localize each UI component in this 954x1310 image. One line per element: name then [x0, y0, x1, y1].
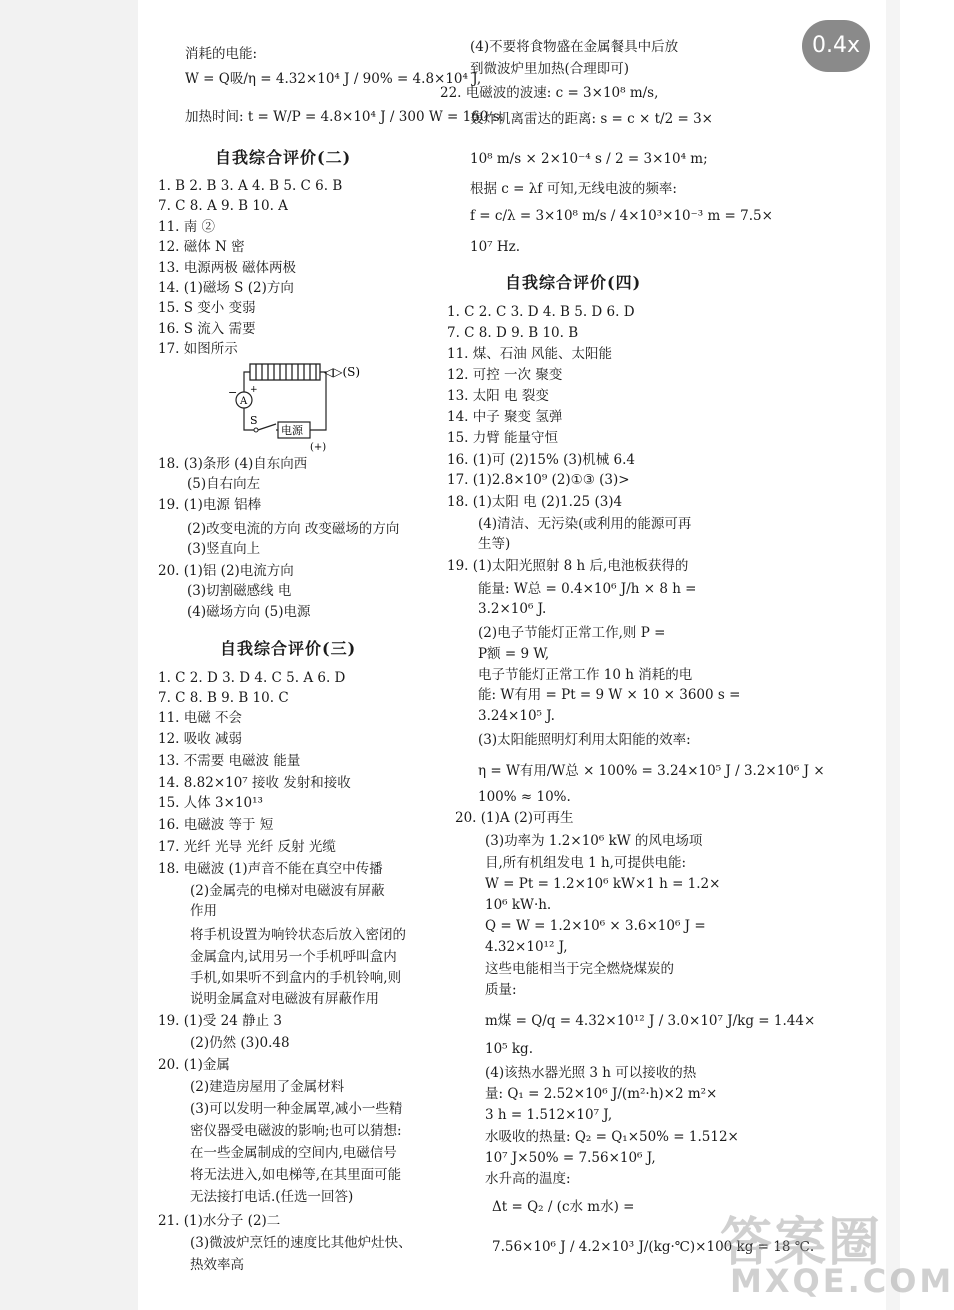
answer-line: (5)自右向左 [187, 476, 261, 492]
answer-line: (3)太阳能照明灯利用太阳能的效率: [478, 732, 691, 748]
answer-line: 7. C 8. A 9. B 10. A [158, 198, 288, 214]
answer-line: f = c/λ = 3×10⁸ m/s / 4×10³×10⁻³ m = 7.5× [470, 208, 773, 224]
compass-needle: ◁▷(S) [324, 365, 361, 379]
answer-line: 19. (1)受 24 静止 3 [158, 1013, 283, 1029]
answer-line: 消耗的电能: [185, 46, 258, 62]
answer-line: 热效率高 [190, 1257, 244, 1273]
answer-line: 能: W有用 = Pt = 9 W × 10 × 3600 s = [478, 687, 741, 703]
answer-line: 12. 可控 一次 聚变 [447, 367, 563, 383]
section-heading: 自我综合评价(四) [505, 273, 642, 292]
answer-line: 16. (1)可 (2)15% (3)机械 6.4 [447, 452, 635, 468]
left-margin [0, 0, 138, 1310]
answer-line: 质量: [485, 982, 517, 998]
answer-line: Q = W = 1.2×10⁶ × 3.6×10⁶ J = [485, 918, 706, 934]
answer-line: 100% ≈ 10%. [478, 789, 571, 805]
answer-line: (2)电子节能灯正常工作,则 P = [478, 625, 666, 641]
answer-line: 21. (1)水分子 (2)二 [158, 1213, 281, 1229]
answer-line: η = W有用/W总 × 100% = 3.24×10⁵ J / 3.2×10⁶ J × [478, 763, 825, 779]
answer-line: 生等) [478, 536, 511, 552]
circuit-diagram [220, 358, 380, 454]
answer-line: (2)仍然 (3)0.48 [190, 1035, 290, 1051]
answer-line: 10⁸ m/s × 2×10⁻⁴ s / 2 = 3×10⁴ m; [470, 151, 708, 167]
answer-line: (3)微波炉烹饪的速度比其他炉灶快、 [190, 1235, 412, 1251]
answer-line: 14. (1)磁场 S (2)方向 [158, 280, 294, 296]
power-source-label: 电源 [281, 424, 303, 437]
answer-line: (4)不要将食物盛在金属餐具中后放 [470, 39, 679, 55]
answer-line: 4.32×10¹² J, [485, 939, 568, 955]
answer-line: 金属盒内,试用另一个手机呼叫盒内 [190, 949, 397, 965]
answer-line: 10⁶ kW·h. [485, 897, 552, 913]
answer-line: 20. (1)A (2)可再生 [455, 810, 574, 826]
answer-line: (4)清洁、无污染(或利用的能源可再 [478, 516, 692, 532]
answer-line: 13. 电源两极 磁体两极 [158, 260, 297, 276]
answer-line: 在一些金属制成的空间内,电磁信号 [190, 1145, 397, 1161]
answer-line: 这些电能相当于完全燃烧煤炭的 [485, 961, 674, 977]
answer-line: 3 h = 1.512×10⁷ J, [485, 1107, 613, 1123]
answer-line: (2)建造房屋用了金属材料 [190, 1079, 345, 1095]
answer-line: 目,所有机组发电 1 h,可提供电能: [485, 855, 686, 871]
minus-sign: − [228, 386, 238, 399]
answer-line: 7. C 8. B 9. B 10. C [158, 690, 289, 706]
answer-line: 1. C 2. C 3. D 4. B 5. D 6. D [447, 304, 635, 320]
answer-line: (4)磁场方向 (5)电源 [187, 604, 311, 620]
answer-line: 18. (1)太阳 电 (2)1.25 (3)4 [447, 494, 623, 510]
answer-line: 密仪器受电磁波的影响;也可以猜想: [190, 1123, 402, 1139]
answer-line: W = Q吸/η = 4.32×10⁴ J / 90% = 4.8×10⁴ J, [185, 71, 482, 87]
answer-line: 22. 电磁波的波速: c = 3×10⁸ m/s, [440, 85, 659, 101]
answer-line: 电子节能灯正常工作 10 h 消耗的电 [478, 667, 693, 683]
answer-line: 16. 电磁波 等于 短 [158, 817, 274, 833]
answer-line: 20. (1)金属 [158, 1057, 230, 1073]
answer-line: 18. 电磁波 (1)声音不能在真空中传播 [158, 861, 383, 877]
answer-line: 3.24×10⁵ J. [478, 708, 555, 724]
answer-line: (3)竖直向上 [187, 541, 261, 557]
answer-line: 13. 不需要 电磁波 能量 [158, 753, 301, 769]
section-heading: 自我综合评价(二) [215, 148, 352, 167]
watermark-logo: 答案圈 [720, 1213, 883, 1273]
switch-label: S [250, 414, 258, 427]
answer-line: 无法接打电话.(任选一回答) [190, 1189, 354, 1205]
answer-line: 3.2×10⁶ J. [478, 601, 547, 617]
answer-line: 根据 c = λf 可知,无线电波的频率: [470, 181, 677, 197]
answer-line: 将手机设置为响铃状态后放入密闭的 [190, 927, 406, 943]
answer-line: Δt = Q₂ / (c水 m水) = [492, 1199, 635, 1215]
right-margin [886, 0, 900, 1310]
answer-line: 能量: W总 = 0.4×10⁶ J/h × 8 h = [478, 581, 697, 597]
answer-line: 10⁵ kg. [485, 1041, 533, 1057]
answer-line: 作用 [190, 903, 217, 919]
answer-line: 将无法进入,如电梯等,在其里面可能 [190, 1167, 402, 1183]
answer-line: 15. 力臂 能量守恒 [447, 430, 559, 446]
answer-line: m煤 = Q/q = 4.32×10¹² J / 3.0×10⁷ J/kg = 1.44× [485, 1013, 816, 1029]
answer-line: 量: Q₁ = 2.52×10⁶ J/(m²·h)×2 m²× [485, 1086, 718, 1102]
answer-line: 19. (1)电源 铝棒 [158, 497, 262, 513]
power-plus-label: (+) [310, 442, 327, 453]
ammeter-label: A [240, 396, 248, 407]
answer-line: 10⁷ Hz. [470, 239, 521, 255]
answer-line: P额 = 9 W, [478, 646, 550, 662]
answer-line: 10⁷ J×50% = 7.56×10⁶ J, [485, 1150, 656, 1166]
answer-line: 15. 人体 3×10¹³ [158, 795, 263, 811]
answer-line: 1. B 2. B 3. A 4. B 5. C 6. B [158, 178, 343, 194]
plus-sign: + [250, 385, 258, 395]
answer-line: 水吸收的热量: Q₂ = Q₁×50% = 1.512× [485, 1129, 739, 1145]
answer-line: (2)改变电流的方向 改变磁场的方向 [187, 521, 400, 537]
answer-line: 7.56×10⁶ J / 4.2×10³ J/(kg·℃)×100 kg = 18 ℃. [492, 1239, 815, 1255]
answer-line: 12. 吸收 减弱 [158, 731, 243, 747]
answer-line: 12. 磁体 N 密 [158, 239, 245, 255]
answer-line: (2)金属壳的电梯对电磁波有屏蔽 [190, 883, 385, 899]
zoom-level-badge[interactable]: 0.4x [802, 20, 870, 72]
answer-line: 18. (3)条形 (4)自东向西 [158, 456, 308, 472]
answer-line: 轰炸机离雷达的距离: s = c × t/2 = 3× [470, 111, 713, 127]
answer-line: 1. C 2. D 3. D 4. C 5. A 6. D [158, 670, 346, 686]
answer-line: (3)切割磁感线 电 [187, 583, 292, 599]
answer-line: 加热时间: t = W/P = 4.8×10⁴ J / 300 W = 160 s. [185, 109, 504, 125]
answer-line: 11. 南 ② [158, 219, 216, 235]
answer-line: 16. S 流入 需要 [158, 321, 256, 337]
answer-line: 20. (1)铝 (2)电流方向 [158, 563, 294, 579]
answer-line: 到微波炉里加热(合理即可) [470, 61, 630, 77]
answer-line: 说明金属盒对电磁波有屏蔽作用 [190, 991, 379, 1007]
answer-line: 11. 煤、石油 风能、太阳能 [447, 346, 613, 362]
answer-line: 水升高的温度: [485, 1171, 571, 1187]
solenoid [250, 364, 320, 380]
answer-line: 19. (1)太阳光照射 8 h 后,电池板获得的 [447, 558, 689, 574]
answer-line: 手机,如果听不到盒内的手机铃响,则 [190, 970, 402, 986]
answer-line: (3)可以发明一种金属罩,减小一些精 [190, 1101, 403, 1117]
answer-line: (3)功率为 1.2×10⁶ kW 的风电场项 [485, 833, 703, 849]
answer-line: 17. 光纤 光导 光纤 反射 光缆 [158, 839, 336, 855]
answer-line: 17. (1)2.8×10⁹ (2)①③ (3)> [447, 472, 630, 488]
answer-line: 7. C 8. D 9. B 10. B [447, 325, 579, 341]
answer-line: (4)该热水器光照 3 h 可以接收的热 [485, 1065, 697, 1081]
answer-line: 14. 8.82×10⁷ 接收 发射和接收 [158, 775, 351, 791]
answer-line: W = Pt = 1.2×10⁶ kW×1 h = 1.2× [485, 876, 721, 892]
answer-line: 13. 太阳 电 裂变 [447, 388, 549, 404]
section-heading: 自我综合评价(三) [220, 639, 357, 658]
watermark-domain: MXQE.COM [730, 1262, 954, 1300]
answer-line: 15. S 变小 变弱 [158, 300, 256, 316]
answer-line: 11. 电磁 不会 [158, 710, 243, 726]
answer-line: 17. 如图所示 [158, 341, 238, 357]
answer-line: 14. 中子 聚变 氢弹 [447, 409, 563, 425]
